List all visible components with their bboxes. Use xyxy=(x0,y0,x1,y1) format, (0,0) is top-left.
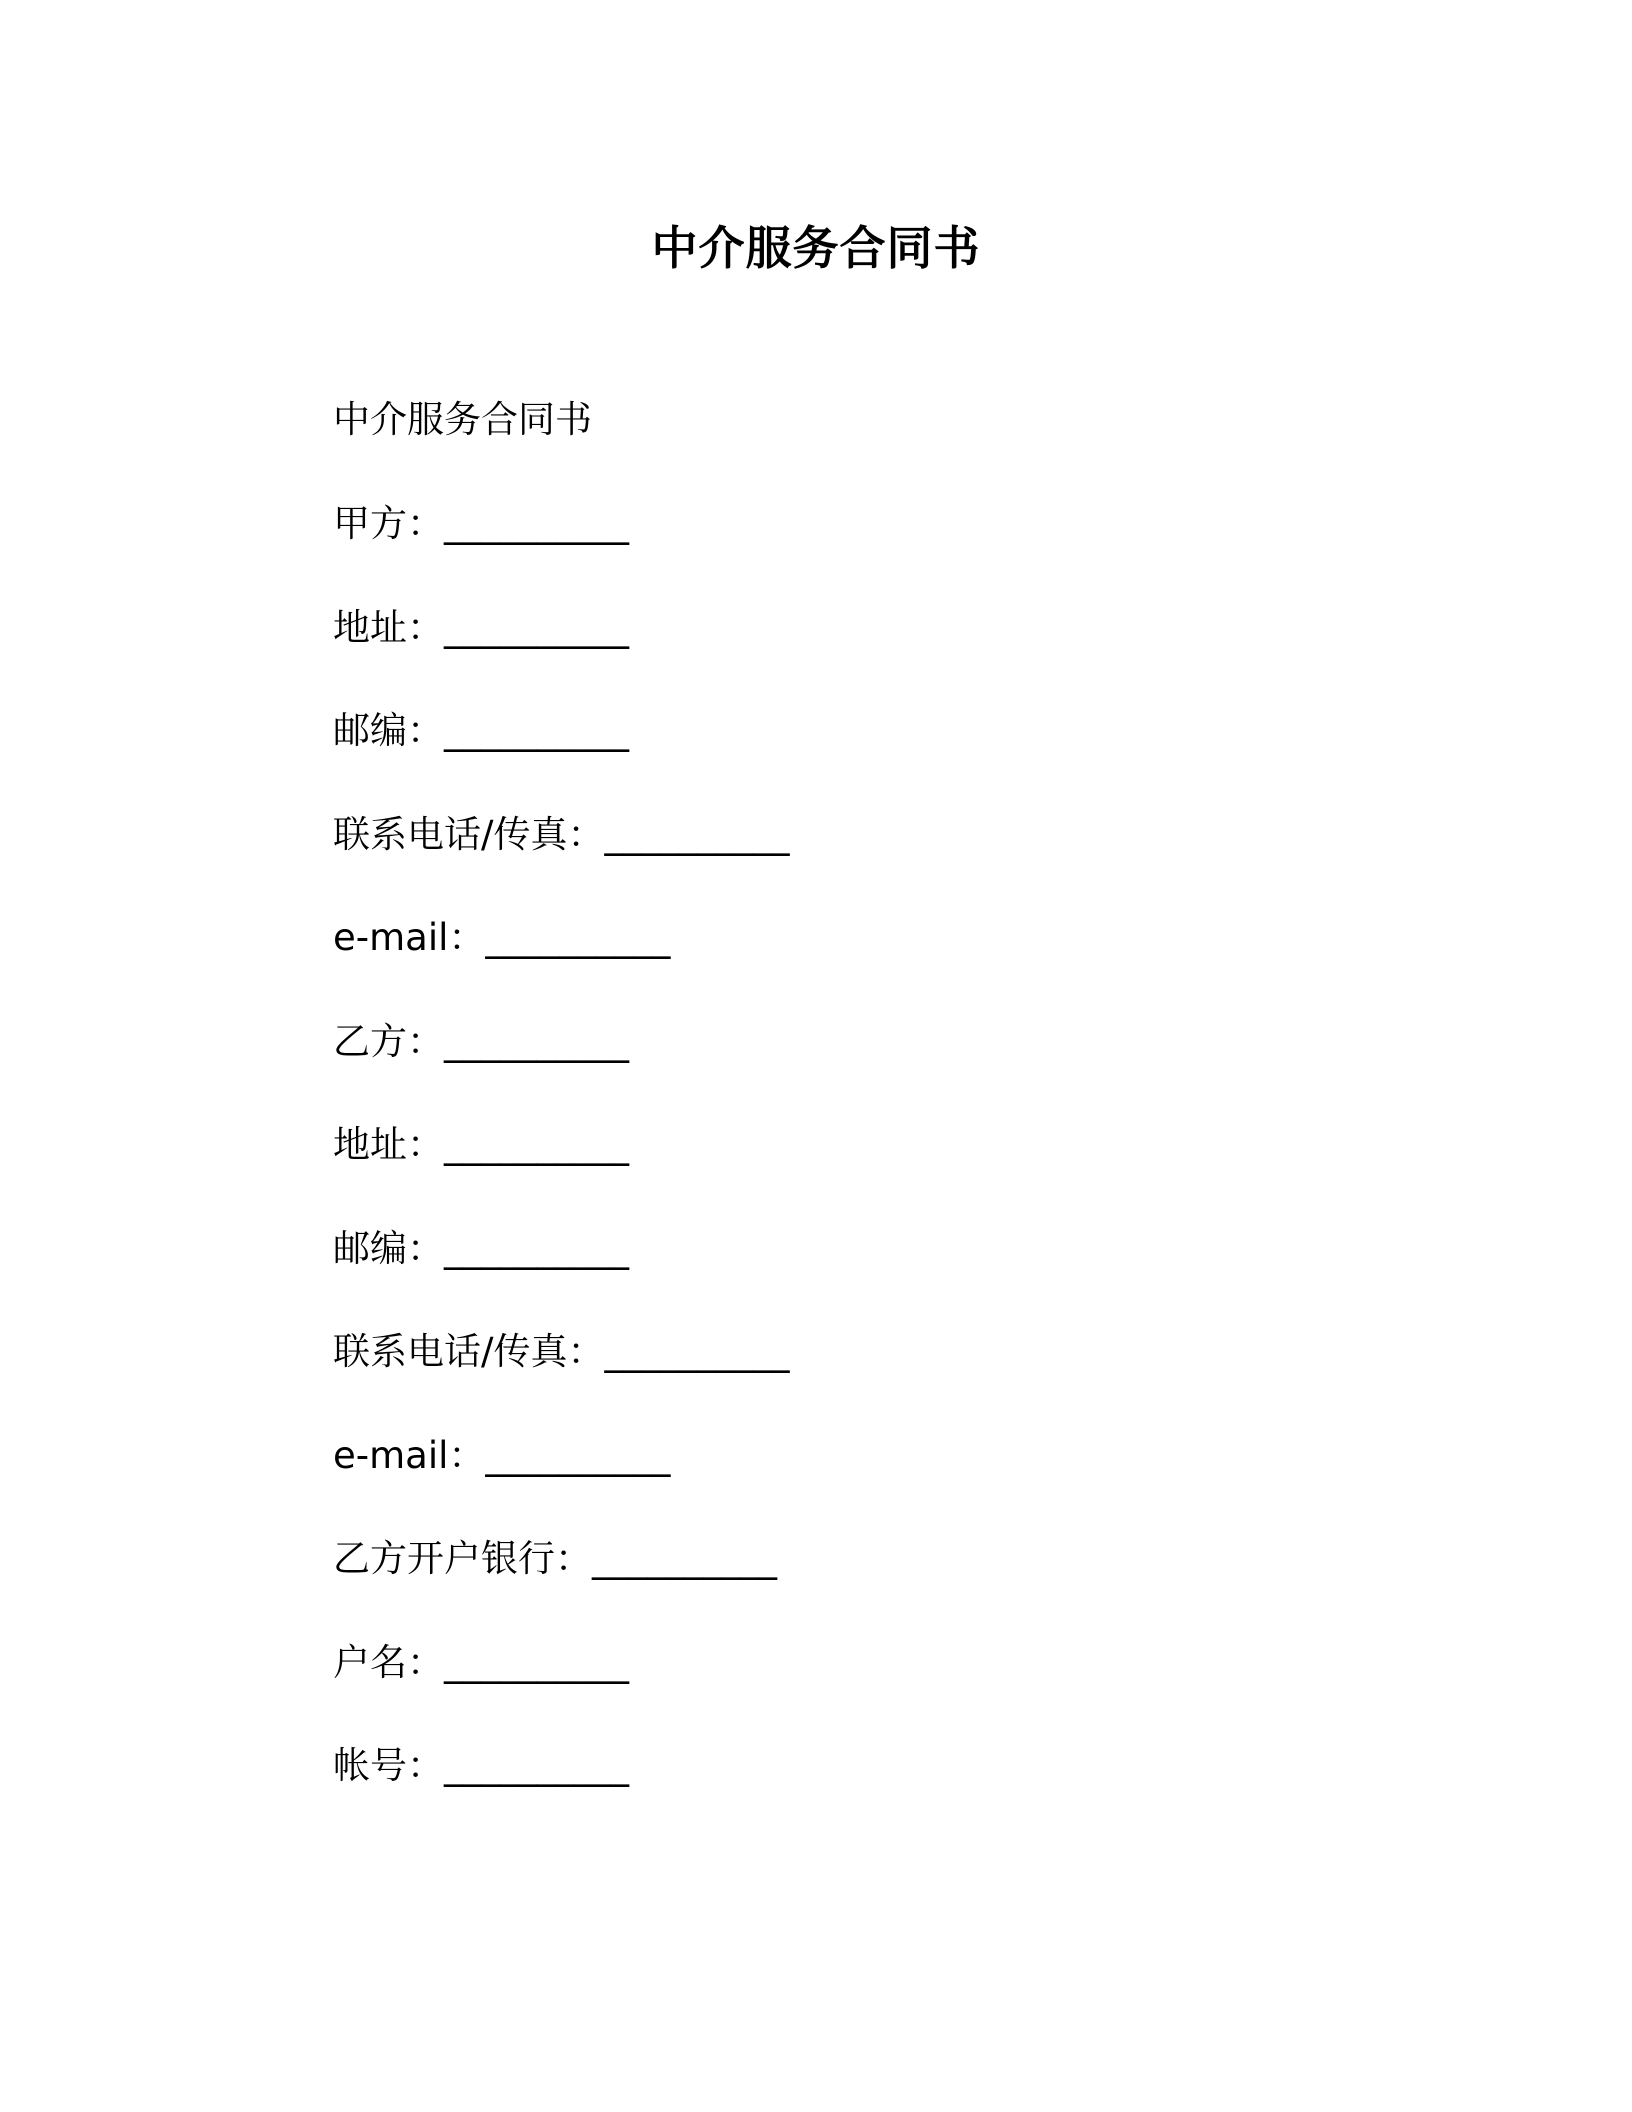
field-party-b-address xyxy=(333,1119,789,1171)
field-blank: __________ xyxy=(604,812,790,856)
field-account-name xyxy=(333,1637,789,1689)
field-party-a-phone-fax xyxy=(333,809,789,861)
field-blank: __________ xyxy=(485,916,671,959)
field-party-b xyxy=(333,1016,789,1068)
field-blank: __________ xyxy=(444,1640,629,1684)
field-label: 乙方： xyxy=(333,1019,444,1063)
field-blank: __________ xyxy=(604,1330,790,1373)
section-heading: 中介服务合同书 xyxy=(333,398,592,441)
field-party-a-address xyxy=(333,602,789,654)
field-label: e-mail： xyxy=(333,916,486,959)
field-blank: __________ xyxy=(485,1433,671,1477)
field-label: 乙方开户银行： xyxy=(333,1537,592,1580)
field-label: 联系电话/传真： xyxy=(333,812,605,856)
field-blank: __________ xyxy=(444,1019,629,1063)
field-label: e-mail： xyxy=(333,1433,486,1477)
document-title: 中介服务合同书 xyxy=(651,221,981,275)
field-party-b-bank xyxy=(333,1533,789,1585)
field-blank: __________ xyxy=(444,605,629,649)
field-blank: __________ xyxy=(444,502,629,545)
field-party-a xyxy=(333,498,789,550)
field-party-a-postcode xyxy=(333,705,789,757)
field-label: 帐号： xyxy=(333,1744,444,1787)
field-party-b-email xyxy=(333,1430,789,1482)
field-label: 地址： xyxy=(333,1123,444,1166)
field-blank: __________ xyxy=(592,1537,777,1580)
field-label: 邮编： xyxy=(333,709,444,752)
field-label: 地址： xyxy=(333,605,444,649)
field-blank: __________ xyxy=(444,1226,629,1270)
party-info-list xyxy=(333,498,789,1844)
field-label: 甲方： xyxy=(333,502,444,545)
field-blank: __________ xyxy=(444,1744,629,1787)
field-label: 邮编： xyxy=(333,1226,444,1270)
field-label: 户名： xyxy=(333,1640,444,1684)
field-party-b-postcode xyxy=(333,1223,789,1275)
field-party-a-email xyxy=(333,912,789,964)
field-label: 联系电话/传真： xyxy=(333,1330,605,1373)
field-party-b-phone-fax xyxy=(333,1326,789,1378)
field-blank: __________ xyxy=(444,1123,629,1166)
field-blank: __________ xyxy=(444,709,629,752)
field-account-number xyxy=(333,1740,789,1792)
